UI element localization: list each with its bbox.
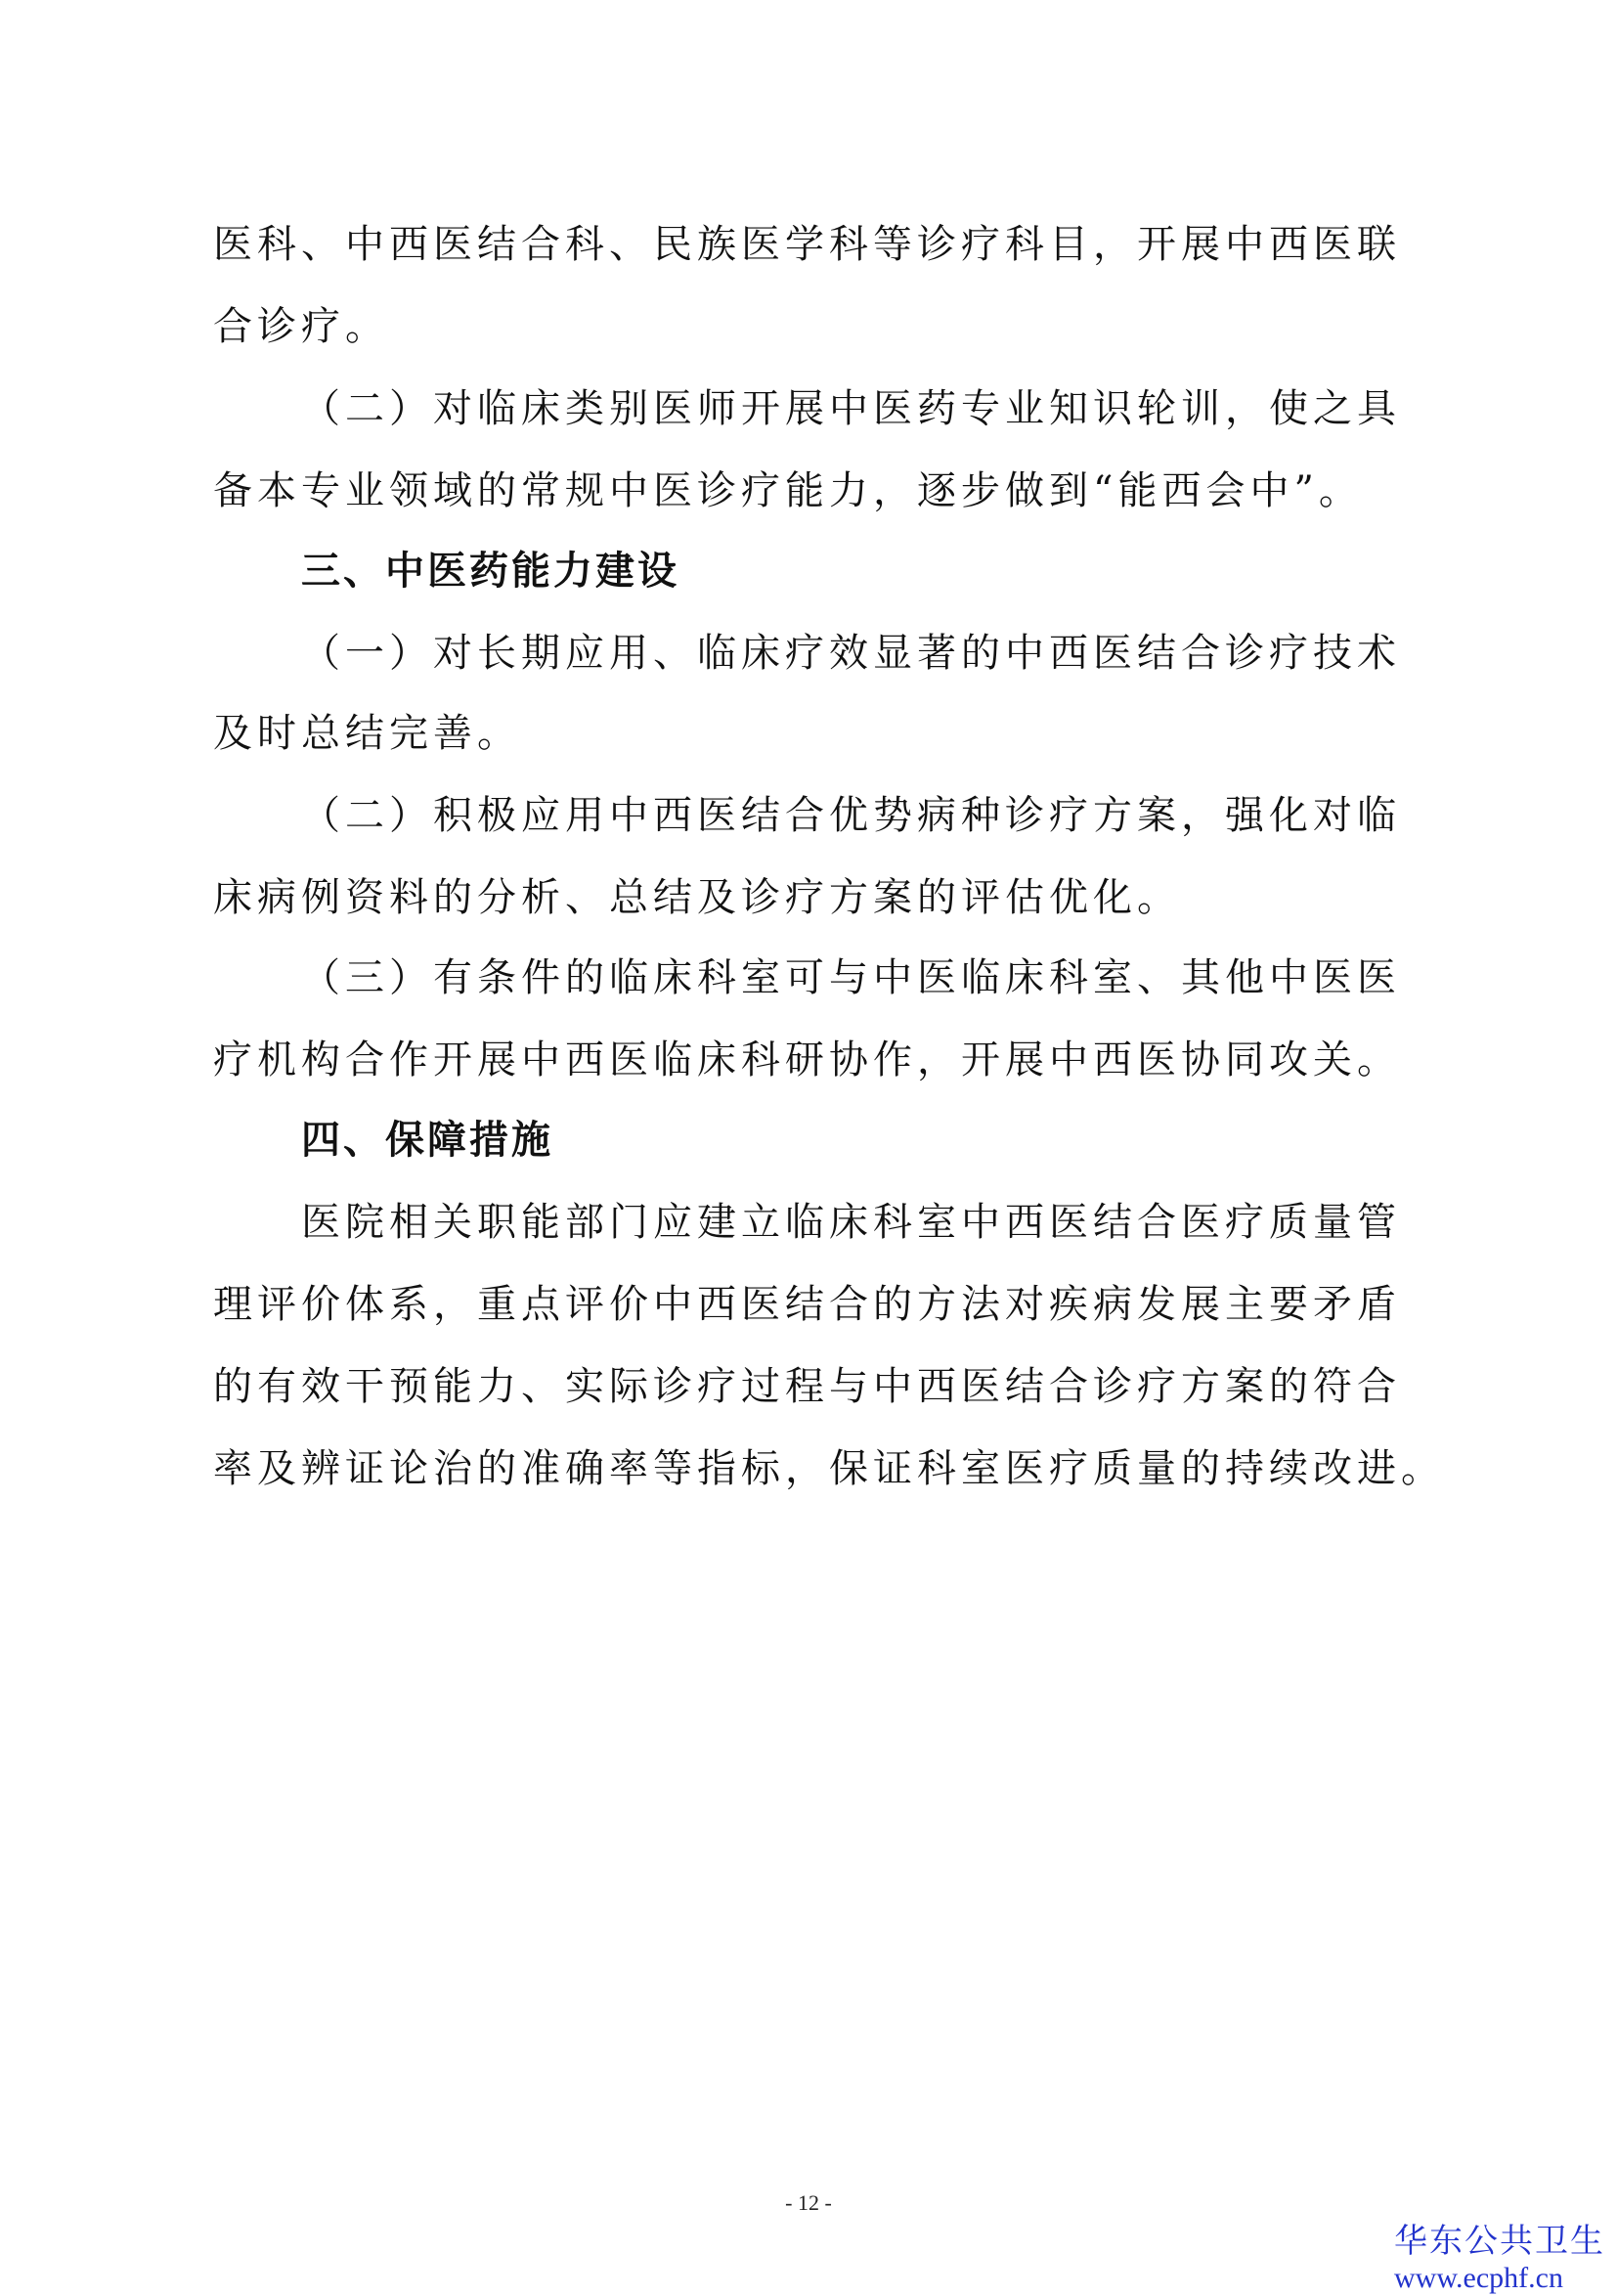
body-text-line: （二）积极应用中西医结合优势病种诊疗方案，强化对临 [301, 793, 1401, 838]
body-text-line: 的有效干预能力、实际诊疗过程与中西医结合诊疗方案的符合 [213, 1364, 1401, 1409]
body-text-line: （一）对长期应用、临床疗效显著的中西医结合诊疗技术 [301, 631, 1401, 676]
body-text-line: 医院相关职能部门应建立临床科室中西医结合医疗质量管 [301, 1200, 1401, 1245]
body-text-line: 理评价体系，重点评价中西医结合的方法对疾病发展主要矛盾 [213, 1282, 1401, 1327]
body-text-line: 及时总结完善。 [213, 711, 521, 756]
body-text-line: 率及辨证论治的准确率等指标，保证科室医疗质量的持续改进。 [213, 1446, 1445, 1491]
body-text-line: （三）有条件的临床科室可与中医临床科室、其他中医医 [301, 955, 1401, 1000]
site-watermark[interactable] [1394, 2222, 1605, 2296]
section-heading: 三、中医药能力建设 [301, 549, 679, 594]
body-text-line: 医科、中西医结合科、民族医学科等诊疗科目，开展中西医联 [213, 222, 1401, 267]
body-text-line: 备本专业领域的常规中医诊疗能力，逐步做到“能西会中”。 [213, 468, 1363, 513]
body-text-line: 疗机构合作开展中西医临床科研协作，开展中西医协同攻关。 [213, 1038, 1401, 1082]
page-number: - 12 - [785, 2190, 832, 2215]
watermark-url[interactable]: www.ecphf.cn [1394, 2262, 1563, 2294]
body-text-line: 合诊疗。 [213, 304, 389, 349]
body-text-line: 床病例资料的分析、总结及诊疗方案的评估优化。 [213, 875, 1181, 920]
watermark-name: 华东公共卫生 [1394, 2222, 1605, 2261]
section-heading: 四、保障措施 [301, 1118, 553, 1163]
body-text-line: （二）对临床类别医师开展中医药专业知识轮训，使之具 [301, 386, 1401, 431]
